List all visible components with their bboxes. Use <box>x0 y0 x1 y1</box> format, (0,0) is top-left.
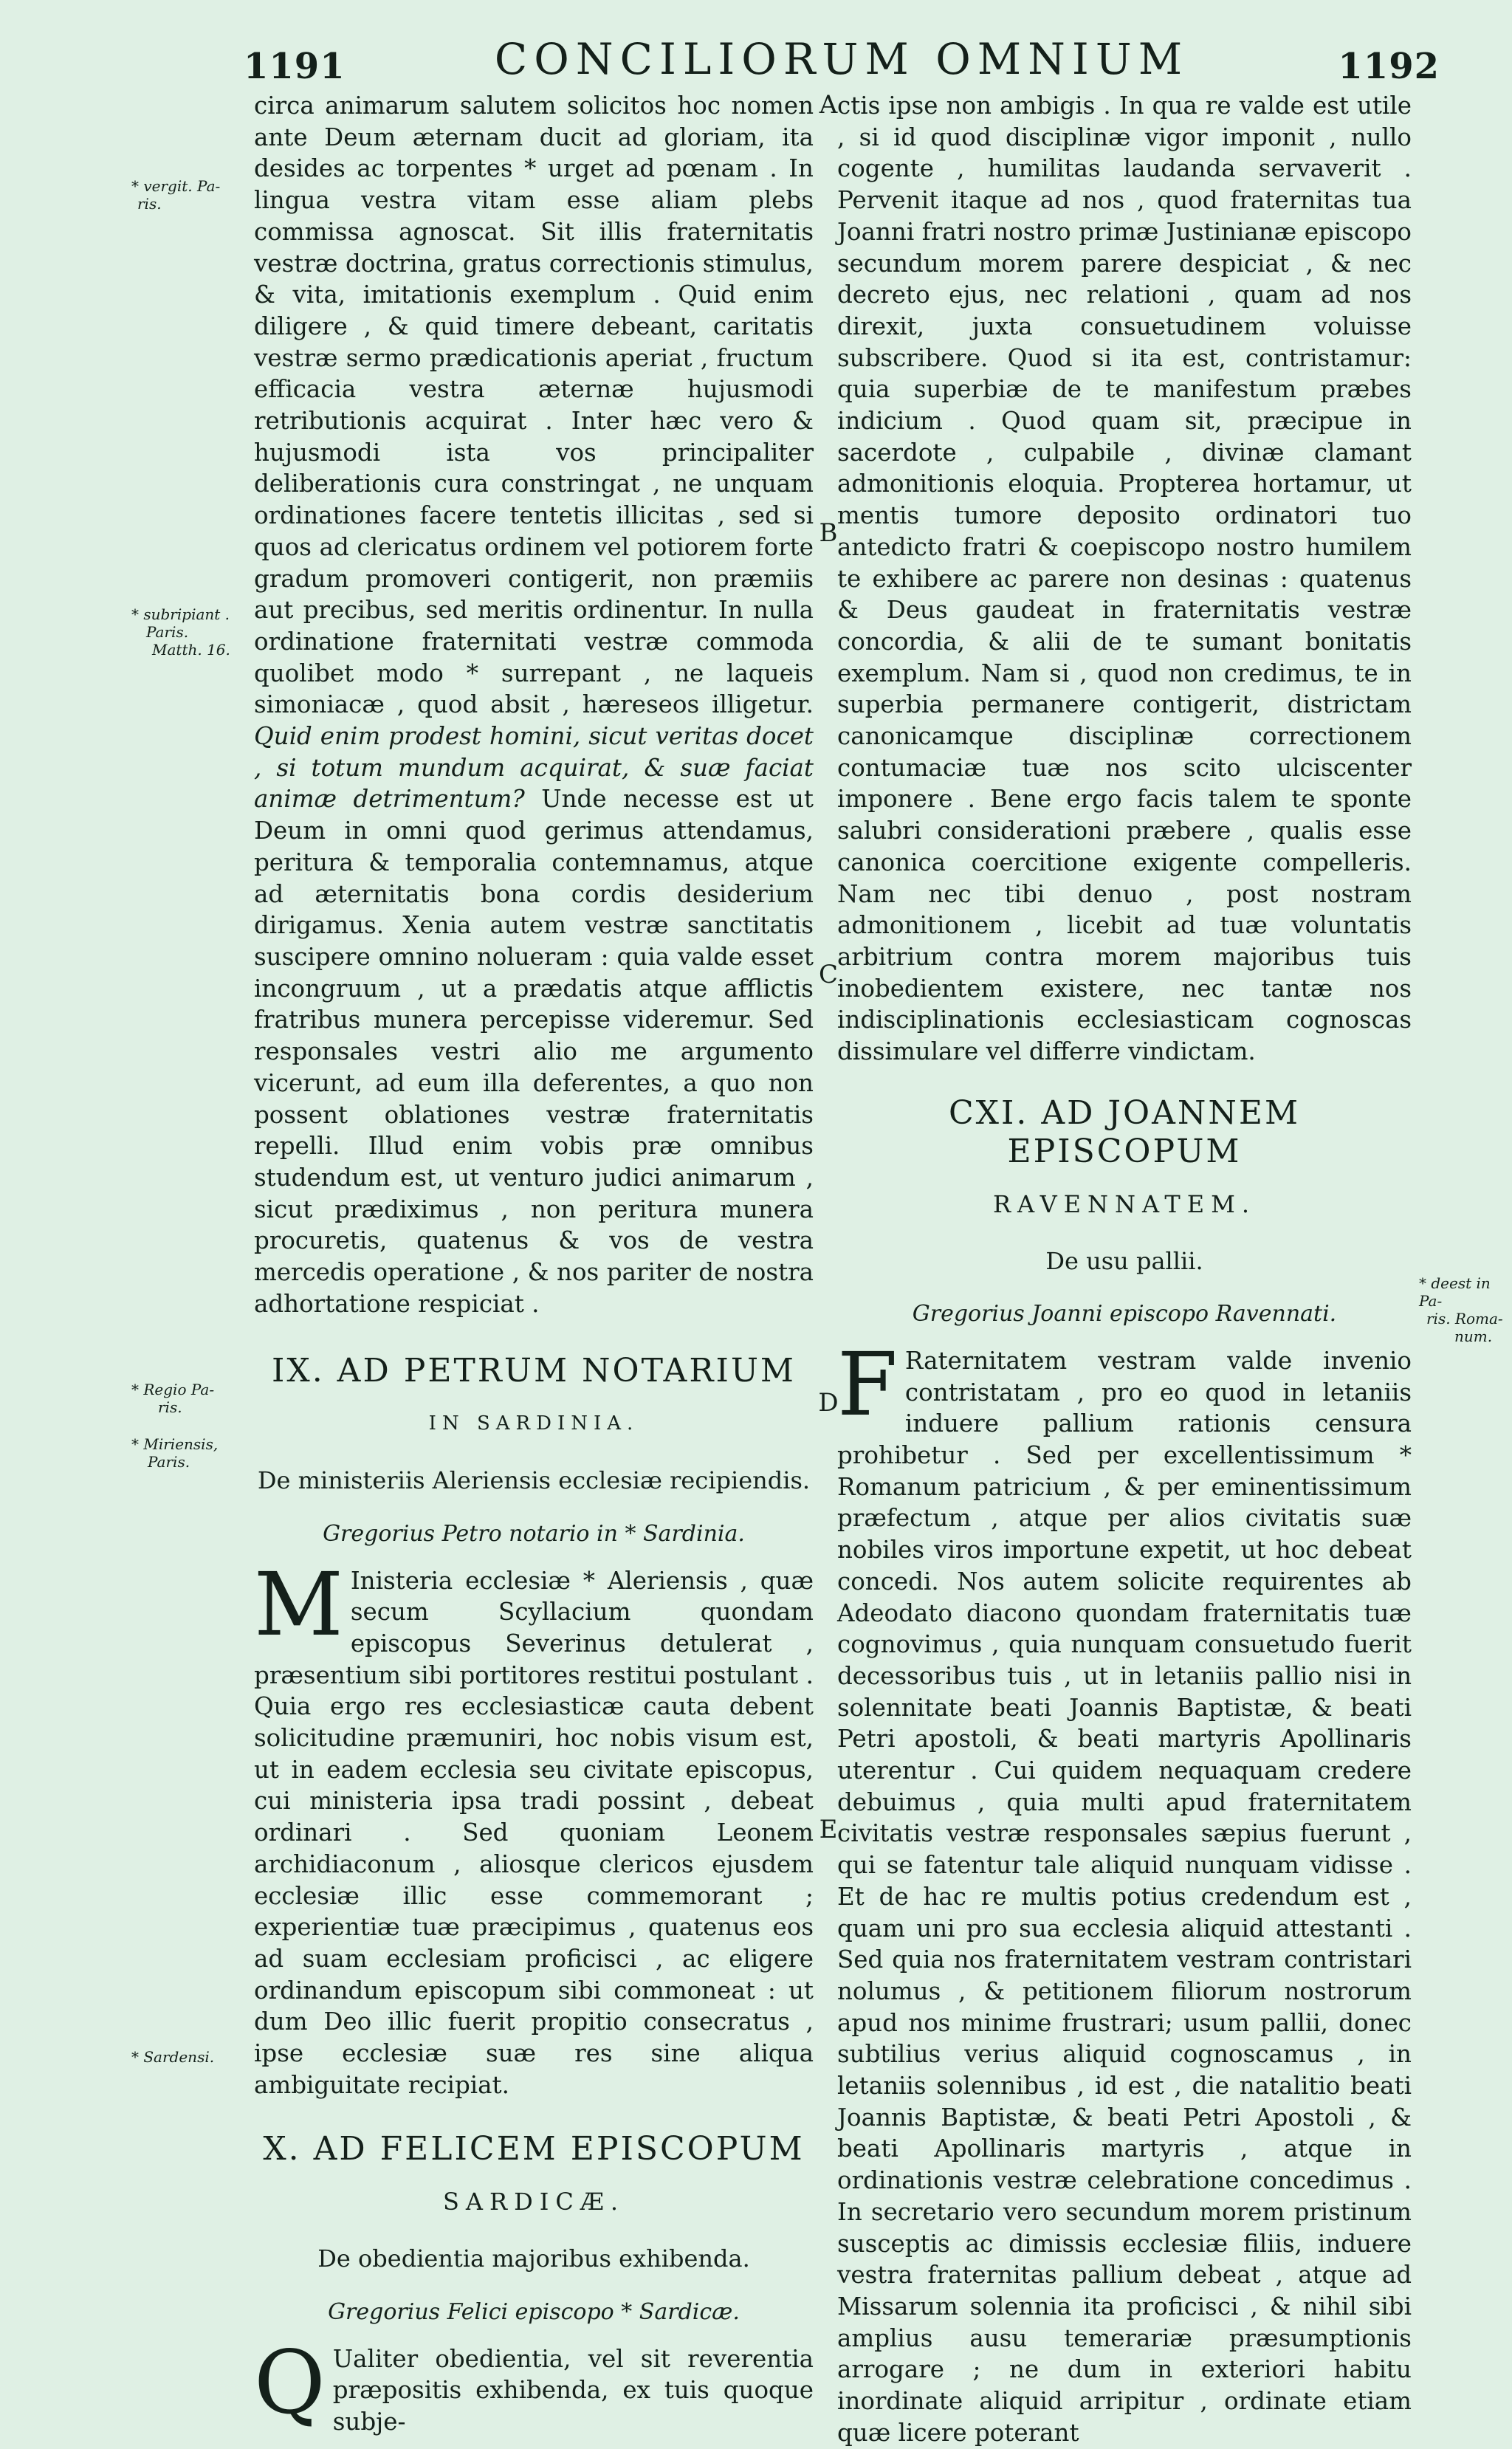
paragraph-text: ctis ipse non ambigis . In qua re valde est utile , si id quod disciplinæ vigor imponit , nullo cogente , humilitas laudanda servaverit . Pervenit itaque ad nos , quod fraternitas tua Joanni fratri nostro primæ Justinianæ episcopo secundum morem parere despiciat , & nec decreto ejus, nec relationi , quam ad nos direxit, juxta consuetudinem voluisse subscribere. Quod si ita est, contristamur: quia superbiæ de te manifestum præbes indicium . Quod quam sit, præcipue in sacerdote , culpabile , divinæ clamant admonitionis eloquia. Propterea hortamur, ut mentis tumore deposito ordinatori tuo antedicto fratri & coepiscopo nostro humilem te exhibere ac parere non desinas : quatenus & Deus gaudeat in fraternitatis vestræ concordia, & alii de te sumant bonitatis exemplum. Nam si , quod non credimus, te in superbia permanere contigerit, districtam canonicamque disciplinæ correctionem contumaciæ tuæ nos scito ulciscenter imponere . Bene ergo facis talem te sponte salubri considerationi præbere , qualis esse canonica coercitione exigente compelleris. Nam nec tibi denuo , post nostram admonitionem , licebit ad tuæ voluntatis arbitrium contra morem majoribus tuis inobedientem existere, nec tantæ nos indisciplinationis ecclesiasticam cognoscas dissimulare vel differre vindictam. <box>837 92 1412 1066</box>
body-paragraph <box>254 2331 814 2438</box>
margin-note-line: * subripiant . <box>131 605 230 623</box>
drop-cap: M <box>254 1553 343 1655</box>
paragraph-text: Ualiter obedientia, vel sit reverentia præpositis exhibenda, ex tuis quoque subje- <box>332 2344 814 2436</box>
margin-note-line: * vergit. Pa- <box>131 177 221 195</box>
margin-note-line: ris. <box>137 195 162 213</box>
body-paragraph <box>837 1333 1412 2449</box>
margin-note-line: num. <box>1454 1327 1493 1345</box>
section-letter-b: B <box>819 518 838 548</box>
left-page-number: 1191 <box>244 46 346 87</box>
margin-note-line: ris. <box>158 1398 182 1416</box>
letter-subtitle: IN SARDINIA. <box>428 1412 639 1435</box>
letter-title: IX. AD PETRUM NOTARIUM <box>272 1352 796 1390</box>
margin-note-line: * Miriensis, <box>131 1435 219 1453</box>
body-paragraph <box>254 1553 814 2101</box>
margin-note <box>131 1381 214 1416</box>
paragraph-text: Inisteria ecclesiæ * Aleriensis , quæ secum Scyllacium quondam episcopus Severinus detulerat , præsentium sibi portitores restitui postulant . Quia ergo res ecclesiasticæ cauta debent solicitudine præmuniri, hoc nobis visum est, ut in eadem ecclesia seu civitate episcopus, cui ministeria ipsa tradi possint , debeat ordinari . Sed quoniam Leonem archidiaconum , aliosque clericos ejusdem ecclesiæ illic esse commemorant ; experientiæ tuæ præcipimus , quatenus eos ad suam ecclesiam proficisci , ac eligere ordinandum episcopum sibi commoneat : ut dum Deo illic fuerit propitio consecratus , ipse ecclesiæ suæ res sine aliqua ambiguitate recipiat. <box>254 1566 814 2099</box>
paragraph-text: Raternitatem vestram valde invenio contristatam , pro eo quod in letaniis induere pallium rationis censura prohibetur . Sed per excellentissimum * Romanum patricium , & per eminentissimum præfectum , atque per alios civitatis suæ nobiles viros importune expetit, ut hoc debeat concedi. Nos autem solicite requirentes ab Adeodato diacono quondam fraternitatis tuæ cognovimus , quia nunquam consuetudo fuerit decessoribus tuis , ut in letaniis pallio nisi in solennitate beati Joannis Baptistæ, & beati Petri apostoli, & beati martyris Apollinaris uterentur . Cui quidem nequaquam credere debuimus , quia multi apud fraternitatem civitatis vestræ responsales sæpius fuerunt , qui se fatentur tale aliquid nunquam vidisse . Et de hac re multis potius credendum est , quam uni pro sua ecclesia aliquid attestanti . Sed quia nos fraternitatem vestram contristari nolumus , & petitionem filiorum nostrorum apud nos minime frustrari; usum pallii, donec subtilius verius aliquid cognoscamus , in letaniis solennibus , id est , die natalitio beati Joannis Baptistæ, & beati Petri Apostoli , & beati Apollinaris martyris , atque in ordinationis vestræ celebratione concedimus . In secretario vero secundum morem pristinum susceptis ac dimissis ecclesiæ filiis, induere vestra fraternitas pallium debeat , atque ad Missarum solennia ita proficisci , & nihil sibi amplius ausu temerariæ præsumptionis arrogare ; ne dum in exteriori habitu inordinate aliquid arripitur , ordinate etiam quæ licere poterant <box>837 1346 1412 2447</box>
margin-note-line: * Sardensi. <box>131 2048 215 2066</box>
drop-cap: Q <box>254 2331 326 2433</box>
section-letter-e: E <box>819 1815 838 1844</box>
margin-note <box>131 605 230 659</box>
margin-note <box>131 177 220 213</box>
letter-subtitle: RAVENNATEM. <box>992 1189 1257 1218</box>
section-letter-a: A <box>819 90 838 120</box>
margin-note <box>131 1435 218 1471</box>
right-column <box>837 90 1412 2449</box>
paragraph-text: Unde necesse est ut Deum in omni quod gerimus attendamus, peritura & temporalia contemnamus, atque ad æternitatis bona cordis desiderium dirigamus. Xenia autem vestræ sanctitatis suscipere omnino nolueram : quia valde esset incongruum , ut a prædatis atque afflictis fratribus munera percepisse videremur. Sed responsales vestri alio me argumento vicerunt, ad eum illa deferentes, a quo non possent oblationes vestræ fraternitatis repelli. Illud enim vobis præ omnibus studendum est, ut venturo judici animarum , sicut prædiximus , non peritura munera procuretis, quatenus & vos de vestra mercedis operatione , & nos pariter de nostra adhortatione respiciat . <box>254 785 814 1318</box>
margin-note-line: ris. Roma- <box>1426 1310 1503 1327</box>
margin-note-line: * deest in Pa- <box>1419 1274 1491 1310</box>
letter-rubric: De usu pallii. <box>1045 1246 1203 1275</box>
drop-cap: F <box>837 1333 898 1435</box>
left-column <box>254 90 814 2438</box>
margin-note-line: Paris. <box>146 623 189 641</box>
scripture-quote: Quid enim prodest homini, sicut veritas docet , si totum mundum acquirat, & suæ faciat animæ detrimentum? <box>254 722 814 814</box>
letter-title: X. AD FELICEM EPISCOPUM <box>263 2130 805 2168</box>
letter-salutation: Gregorius Felici episcopo * Sardicæ. <box>328 2298 740 2325</box>
letter-salutation: Gregorius Petro notario in * Sardinia. <box>323 1520 745 1547</box>
body-paragraph <box>254 90 814 1319</box>
margin-note <box>1419 1274 1512 1345</box>
page-header <box>244 34 1440 86</box>
margin-note <box>131 2048 214 2066</box>
section-letter-d: D <box>818 1388 839 1418</box>
letter-rubric: De obedientia majoribus exhibenda. <box>317 2244 750 2273</box>
margin-note-line: * Regio Pa- <box>131 1381 215 1398</box>
right-page-number: 1192 <box>1338 46 1440 87</box>
letter-subtitle: SARDICÆ. <box>442 2188 625 2216</box>
margin-note-line: Matth. 16. <box>152 641 230 659</box>
margin-note-line: Paris. <box>148 1453 190 1471</box>
letter-rubric: De ministeriis Aleriensis ecclesiæ recipiendis. <box>257 1466 811 1495</box>
body-paragraph <box>837 90 1412 1068</box>
running-title: CONCILIORUM OMNIUM <box>494 34 1189 84</box>
letter-salutation: Gregorius Joanni episcopo Ravennati. <box>912 1301 1337 1327</box>
section-letter-c: C <box>818 960 838 989</box>
letter-title: CXI. AD JOANNEM EPISCOPUM <box>948 1093 1301 1170</box>
paragraph-text: circa animarum salutem solicitos hoc nomen ante Deum æternam ducit ad gloriam, ita desides ac torpentes * urget ad pœnam . In lingua vestra vitam esse aliam plebs commissa agnoscat. Sit illis fraternitatis vestræ doctrina, gratus correctionis stimulus, & vita, imitationis exemplum . Quid enim diligere , & quid timere debeant, caritatis vestræ sermo prædicationis aperiat , fructum efficacia vestra æternæ hujusmodi retributionis acquirat . Inter hæc vero & hujusmodi ista vos principaliter deliberationis cura constringat , ne unquam ordinationes facere tentetis illicitas , sed si quos ad clericatus ordinem vel potiorem forte gradum promoveri contigerit, non præmiis aut precibus, sed meritis ordinentur. In nulla ordinatione fraternitati vestræ commoda quolibet modo * surrepant , ne laqueis simoniacæ , quod absit , hæreseos illigetur. <box>254 92 814 719</box>
